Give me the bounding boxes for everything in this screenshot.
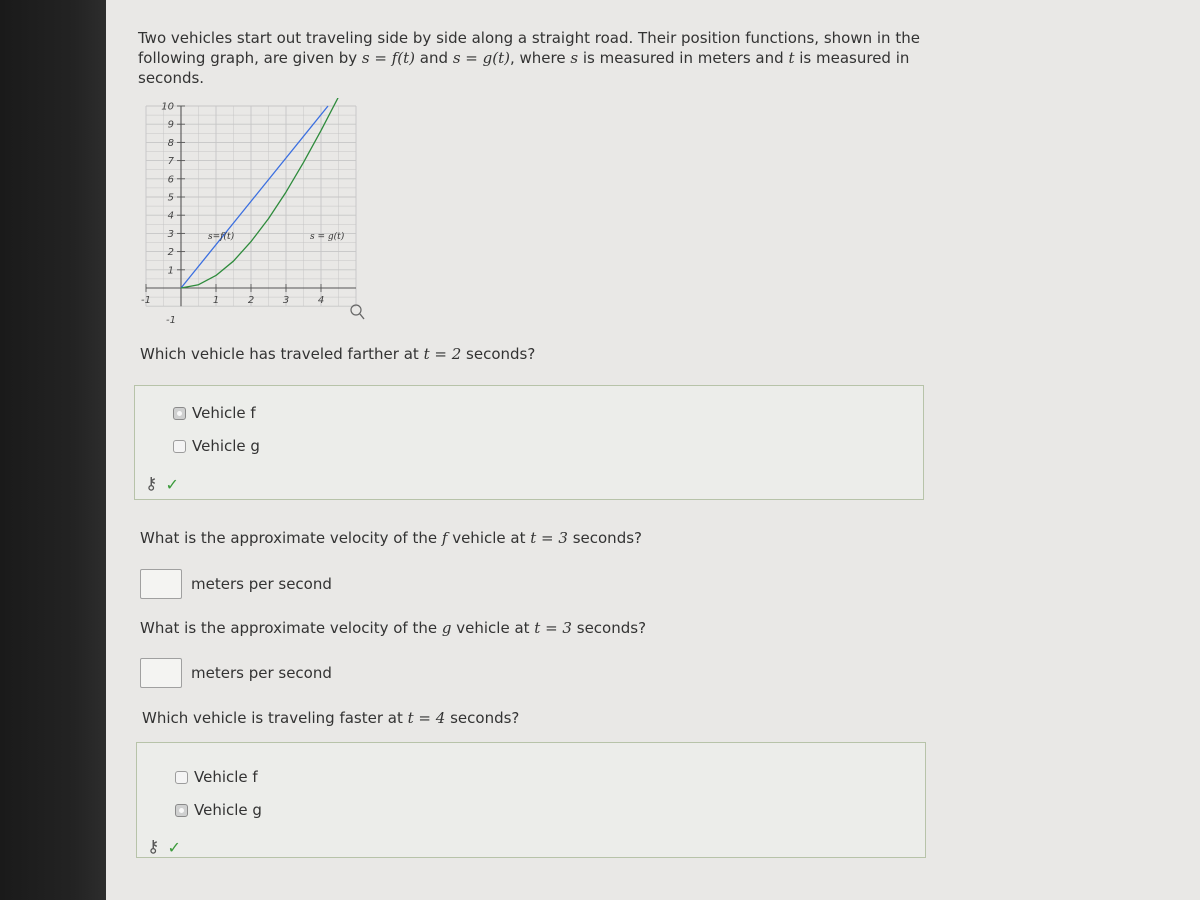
question-equation: [530, 529, 568, 547]
question-text: What is the approximate velocity of the: [140, 529, 438, 547]
equation-text: t = 3: [530, 529, 568, 547]
graph-tick-labels: [141, 102, 324, 307]
y-tick-label: 8: [167, 137, 174, 149]
question-equation: [534, 619, 572, 637]
y-tick-label: 7: [167, 156, 174, 168]
intro-line-2: [138, 48, 928, 68]
check-icon: ✓: [167, 837, 181, 857]
graph-curves: [181, 98, 339, 288]
zoom-icon[interactable]: [351, 305, 364, 319]
equation-text: t = 4: [407, 709, 446, 727]
graph-grid: [146, 106, 356, 306]
question-4-answer-box: [136, 742, 926, 858]
y-tick-label: 1: [167, 265, 174, 277]
x-tick-label: 4: [317, 295, 325, 306]
intro-text: is measured in: [799, 49, 910, 67]
radio-button[interactable]: [175, 804, 188, 817]
question-unit: seconds?: [576, 619, 647, 637]
option-label: Vehicle g: [192, 437, 260, 455]
variable-t: t: [788, 49, 795, 67]
x-tick-label: 2: [247, 295, 255, 306]
question-text: Which vehicle is traveling faster at: [142, 709, 403, 727]
variable-s: s: [570, 49, 579, 67]
equation-text: t = 2: [423, 345, 462, 363]
velocity-g-unit: meters per second: [191, 664, 332, 682]
variable-text: f: [441, 529, 448, 547]
answer-status: [147, 837, 181, 857]
key-icon[interactable]: ⚷: [147, 837, 160, 857]
check-icon: ✓: [165, 474, 179, 494]
y-tick-label: 2: [167, 247, 174, 259]
equation-g: s = g(t): [452, 49, 510, 67]
x-tick-label: 1: [212, 295, 220, 306]
question-1-answer-box: [134, 385, 924, 500]
question-page: [106, 0, 1200, 900]
question-variable: [442, 619, 452, 637]
intro-text: following graph, are given by: [138, 49, 358, 67]
velocity-f-input[interactable]: [140, 569, 182, 599]
option-label: Vehicle f: [192, 404, 256, 422]
radio-button[interactable]: [173, 440, 186, 453]
intro-text: is measured in meters and: [582, 49, 784, 67]
option-vehicle-f[interactable]: [173, 404, 256, 422]
curve-label-f: s=f(t): [208, 232, 235, 242]
position-graph: [128, 98, 388, 338]
y-tick-label: 10: [161, 101, 174, 113]
question-text: vehicle at: [456, 619, 530, 637]
velocity-g-input[interactable]: [140, 658, 182, 688]
equation-text: t = 3: [534, 619, 572, 637]
option-label: Vehicle f: [194, 768, 258, 786]
curve-label-g: s = g(t): [310, 232, 345, 242]
question-4-prompt: [142, 709, 519, 727]
question-1-prompt: [140, 345, 535, 363]
answer-status: [145, 474, 179, 494]
x-tick-label: 3: [282, 295, 290, 306]
problem-intro: [138, 28, 928, 88]
question-text: What is the approximate velocity of the: [140, 619, 438, 637]
option-vehicle-f[interactable]: [175, 768, 258, 786]
question-2-prompt: [140, 529, 642, 547]
y-tick-label: 3: [167, 228, 174, 240]
question-unit: seconds?: [572, 529, 642, 547]
monitor-bezel: [0, 0, 106, 900]
radio-button[interactable]: [175, 771, 188, 784]
y-tick-label: 9: [167, 119, 174, 131]
neg-y-tick-label: -1: [166, 315, 176, 326]
option-label: Vehicle g: [194, 801, 262, 819]
intro-text: , where: [509, 49, 566, 67]
y-tick-label: 6: [167, 174, 174, 186]
equation-f: s = f(t): [361, 49, 416, 67]
question-equation: [424, 345, 462, 363]
question-equation: [408, 709, 446, 727]
intro-line-3: seconds.: [138, 69, 205, 87]
question-3-prompt: [140, 619, 646, 637]
question-unit: seconds?: [450, 709, 520, 727]
option-vehicle-g[interactable]: [175, 801, 262, 819]
y-tick-label: 5: [167, 192, 174, 204]
intro-text: and: [419, 49, 449, 67]
x-tick-label: -1: [141, 295, 151, 306]
key-icon[interactable]: ⚷: [145, 474, 158, 494]
question-text: Which vehicle has traveled farther at: [140, 345, 419, 363]
intro-line-1: Two vehicles start out traveling side by side along a straight road. Their position functions, shown in the: [138, 29, 920, 47]
radio-button[interactable]: [173, 407, 186, 420]
variable-text: g: [441, 619, 452, 637]
y-tick-label: 4: [167, 210, 174, 222]
question-text: vehicle at: [452, 529, 526, 547]
question-unit: seconds?: [466, 345, 536, 363]
question-variable: [442, 529, 448, 547]
option-vehicle-g[interactable]: [173, 437, 260, 455]
velocity-f-unit: meters per second: [191, 575, 332, 593]
